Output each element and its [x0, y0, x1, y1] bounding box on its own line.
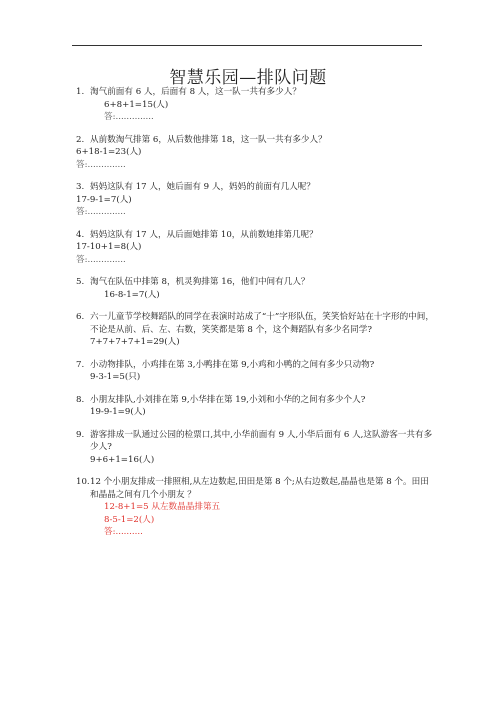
- page-title: 智慧乐园—排队问题: [169, 68, 327, 88]
- problem-equation: 6+8+1=15(人): [104, 99, 169, 110]
- problem-list: [76, 86, 436, 549]
- problem-number: 8.: [76, 394, 85, 405]
- problem-equation: 12-8+1=5 从左数晶晶排第五: [104, 502, 221, 512]
- problem-number: 3.: [76, 182, 85, 192]
- problem-equation-2: 8-5-1=2(人): [104, 514, 155, 525]
- problem-question: 小动物排队，小鸡排在第 3,小鸭排在第 9,小鸡和小鸭的之间有多少只动物?: [90, 359, 375, 370]
- problem-1: [76, 86, 436, 124]
- problem-equation: 7+7+7+7+1=29(人): [90, 337, 180, 347]
- problem-question: 妈妈这队有 17 人，从后面她排第 10，从前数她排第几呢？: [90, 229, 318, 240]
- problem-equation: 9-3-1=5(只): [90, 372, 141, 382]
- problem-question: 六一儿童节学校舞蹈队的同学在表演时站成了“十”字形队伍，笑笑恰好站在十字形的中间，不论是从前、后、左、右数，笑笑都是第 8 个，这个舞蹈队有多少名同学?: [90, 312, 434, 335]
- problem-question: 淘气在队伍中排第 8，机灵狗排第 16，他们中间有几人？: [90, 277, 310, 287]
- problem-10: [76, 476, 436, 539]
- problem-number: 5.: [76, 277, 85, 287]
- problem-question: 小朋友排队,小刘排在第 9,小华排在第 19,小刘和小华的之间有多少个人?: [90, 394, 366, 405]
- problem-3: [76, 181, 436, 219]
- answer-label: 答:..............: [76, 159, 126, 170]
- problem-number: 2.: [76, 134, 85, 145]
- problem-question: 妈妈这队有 17 人，她后面有 9 人，妈妈的前面有几人呢？: [90, 182, 315, 192]
- problem-equation: 9+6+1=16(人): [90, 454, 155, 465]
- answer-label: 答:..............: [104, 112, 154, 122]
- header-rule: [72, 45, 422, 46]
- answer-label: 答:..............: [76, 207, 126, 217]
- problem-question: 淘气前面有 6 人，后面有 8 人，这一队一共有多少人？: [90, 87, 301, 97]
- problem-number: 7.: [76, 359, 85, 370]
- problem-equation: 17-9-1=7(人): [76, 194, 132, 205]
- problem-5: [76, 276, 436, 301]
- problem-7: [76, 359, 436, 384]
- problem-question: 12 个小朋友排成一排照相,从左边数起,田田是第 8 个;从右边数起,晶晶也是第 8 个。田田和晶晶之间有几个小朋友 ？: [90, 477, 429, 500]
- problem-equation: 17-10+1=8(人): [76, 242, 142, 252]
- problem-number: 9.: [76, 429, 85, 440]
- problem-equation: 19-9-1=9(人): [90, 407, 146, 417]
- problem-6: [76, 311, 436, 349]
- problem-equation: 16-8-1=7(人): [104, 289, 160, 300]
- problem-equation: 6+18-1=23(人): [76, 147, 142, 157]
- answer-label: 答:..........: [104, 527, 143, 537]
- answer-label: 答:..............: [76, 254, 126, 265]
- problem-9: [76, 429, 436, 467]
- problem-number: 6.: [76, 312, 85, 322]
- problem-8: [76, 394, 436, 419]
- problem-number: 4.: [76, 229, 85, 240]
- problem-4: [76, 229, 436, 267]
- problem-2: [76, 134, 436, 172]
- problem-question: 游客排成一队通过公园的检票口,其中,小华前面有 9 人,小华后面有 6 人,这队游客一共有多少人?: [90, 429, 433, 452]
- problem-question: 从前数淘气排第 6，从后数他排第 18，这一队一共有多少人？: [90, 134, 327, 145]
- problem-number: 10.: [76, 477, 90, 487]
- problem-number: 1.: [76, 87, 85, 97]
